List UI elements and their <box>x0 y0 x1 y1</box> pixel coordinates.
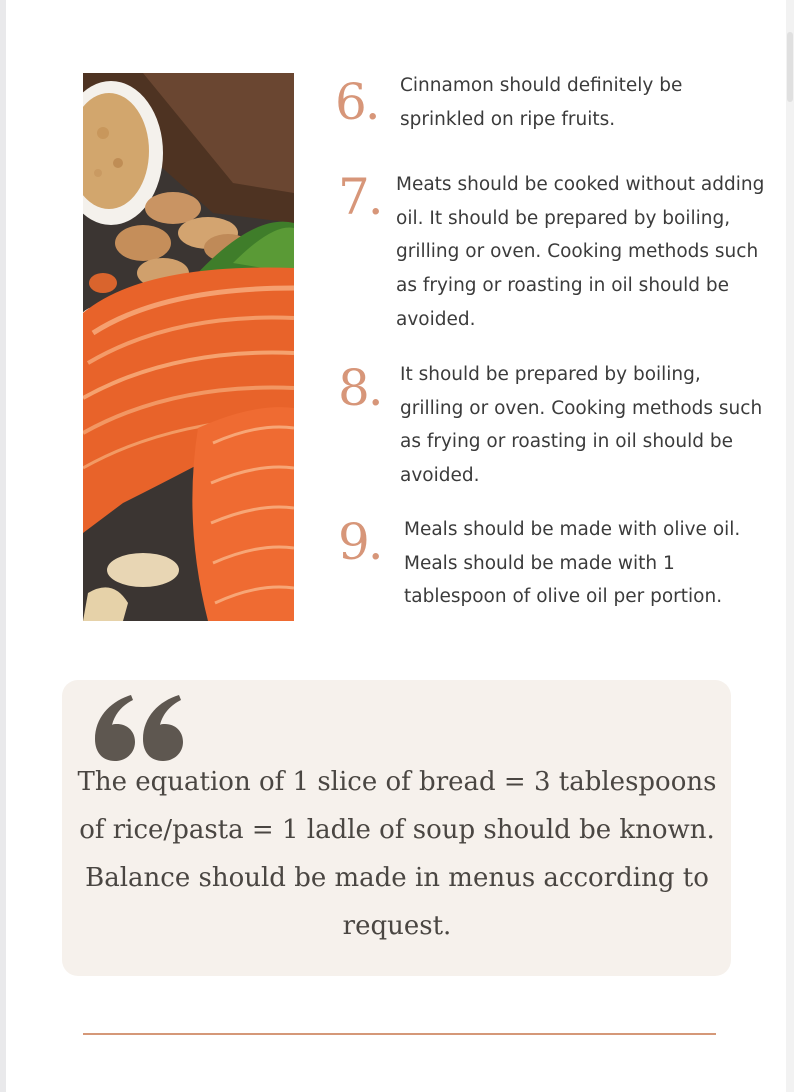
tip-9-number: 9. <box>338 513 382 571</box>
tip-7-text: Meats should be cooked without adding oil. It should be prepared by boiling, grilling or oven. Cooking methods such as frying or roasting in oil should be avoided. <box>396 174 765 330</box>
scrollbar-thumb[interactable] <box>787 32 793 102</box>
quote-text: The equation of 1 slice of bread = 3 tablespoons of rice/pasta = 1 ladle of soup should be known. Balance should be made in menus according to request. <box>77 767 717 941</box>
tip-6-number: 6. <box>335 73 379 131</box>
tip-9-text: Meals should be made with olive oil. Meals should be made with 1 tablespoon of olive oil per portion. <box>404 519 741 608</box>
scrollbar[interactable] <box>786 0 794 1092</box>
salmon-and-nuts-photo <box>83 73 294 621</box>
divider <box>83 1033 716 1035</box>
tip-6-text: Cinnamon should definitely be sprinkled on ripe fruits. <box>400 75 683 130</box>
quote-icon <box>93 695 185 767</box>
page-edge <box>0 0 6 1092</box>
tip-7-number: 7. <box>338 168 382 226</box>
tip-8-number: 8. <box>338 359 382 417</box>
tip-8-text: It should be prepared by boiling, grilling or oven. Cooking methods such as frying or roasting in oil should be avoided. <box>400 364 763 487</box>
